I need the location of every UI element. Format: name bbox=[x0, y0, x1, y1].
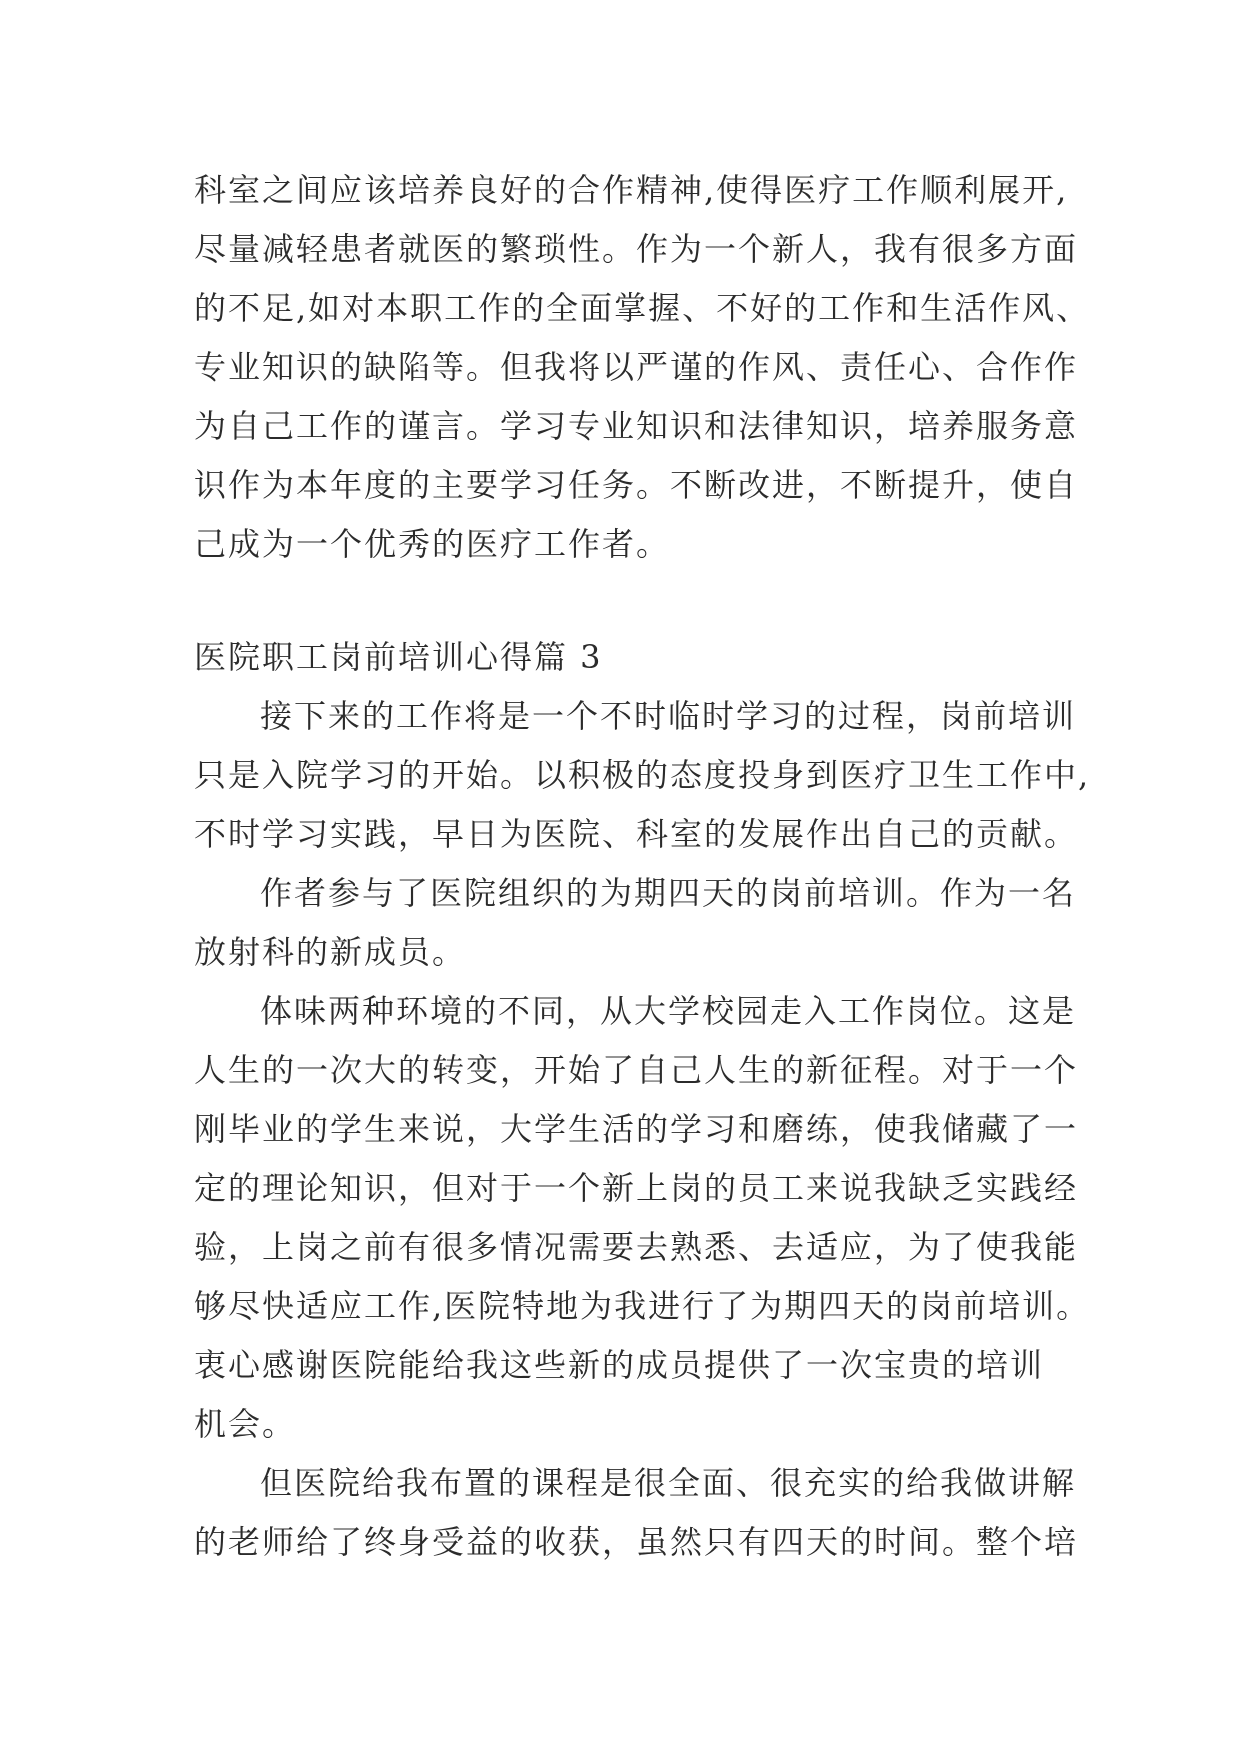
paragraph bbox=[194, 982, 1094, 1454]
text-line: 识作为本年度的主要学习任务。不断改进，不断提升，使自 bbox=[194, 466, 1079, 504]
section-heading: 医院职工岗前培训心得篇 3 bbox=[194, 638, 603, 676]
text-line: 衷心感谢医院能给我这些新的成员提供了一次宝贵的培训 bbox=[194, 1346, 1045, 1384]
section-spacer bbox=[194, 574, 1094, 628]
text-line: 机会。 bbox=[194, 1405, 297, 1443]
text-line: 刚毕业的学生来说，大学生活的学习和磨练，使我储藏了一 bbox=[194, 1110, 1079, 1148]
text-line: 为自己工作的谨言。学习专业知识和法律知识，培养服务意 bbox=[194, 407, 1079, 445]
text-line: 验，上岗之前有很多情况需要去熟悉、去适应，为了使我能 bbox=[194, 1228, 1079, 1266]
paragraph bbox=[194, 687, 1094, 864]
text-line: 人生的一次大的转变，开始了自己人生的新征程。对于一个 bbox=[194, 1051, 1079, 1089]
text-line: 定的理论知识，但对于一个新上岗的员工来说我缺乏实践经 bbox=[194, 1169, 1079, 1207]
document-body bbox=[194, 161, 1094, 1572]
text-line: 放射科的新成员。 bbox=[194, 933, 467, 971]
text-line: 己成为一个优秀的医疗工作者。 bbox=[194, 525, 671, 563]
text-line: 只是入院学习的开始。以积极的态度投身到医疗卫生工作中, bbox=[194, 756, 1091, 794]
text-line: 专业知识的缺陷等。但我将以严谨的作风、责任心、合作作 bbox=[194, 348, 1079, 386]
text-line: 尽量减轻患者就医的繁琐性。作为一个新人，我有很多方面 bbox=[194, 230, 1079, 268]
text-line: 的老师给了终身受益的收获，虽然只有四天的时间。整个培 bbox=[194, 1523, 1079, 1561]
text-line: 科室之间应该培养良好的合作精神,使得医疗工作顺利展开, bbox=[194, 171, 1069, 209]
paragraph bbox=[194, 1454, 1094, 1572]
text-line: 够尽快适应工作,医院特地为我进行了为期四天的岗前培训。 bbox=[194, 1287, 1091, 1325]
text-line: 的不足,如对本职工作的全面掌握、不好的工作和生活作风、 bbox=[194, 289, 1091, 327]
text-line: 接下来的工作将是一个不时临时学习的过程，岗前培训 bbox=[260, 697, 1077, 735]
text-line: 但医院给我布置的课程是很全面、很充实的给我做讲解 bbox=[260, 1464, 1077, 1502]
text-line: 体味两种环境的不同，从大学校园走入工作岗位。这是 bbox=[260, 992, 1077, 1030]
text-line: 作者参与了医院组织的为期四天的岗前培训。作为一名 bbox=[260, 874, 1077, 912]
text-line: 不时学习实践，早日为医院、科室的发展作出自己的贡献。 bbox=[194, 815, 1079, 853]
continued-paragraph bbox=[194, 161, 1094, 574]
paragraph bbox=[194, 864, 1094, 982]
